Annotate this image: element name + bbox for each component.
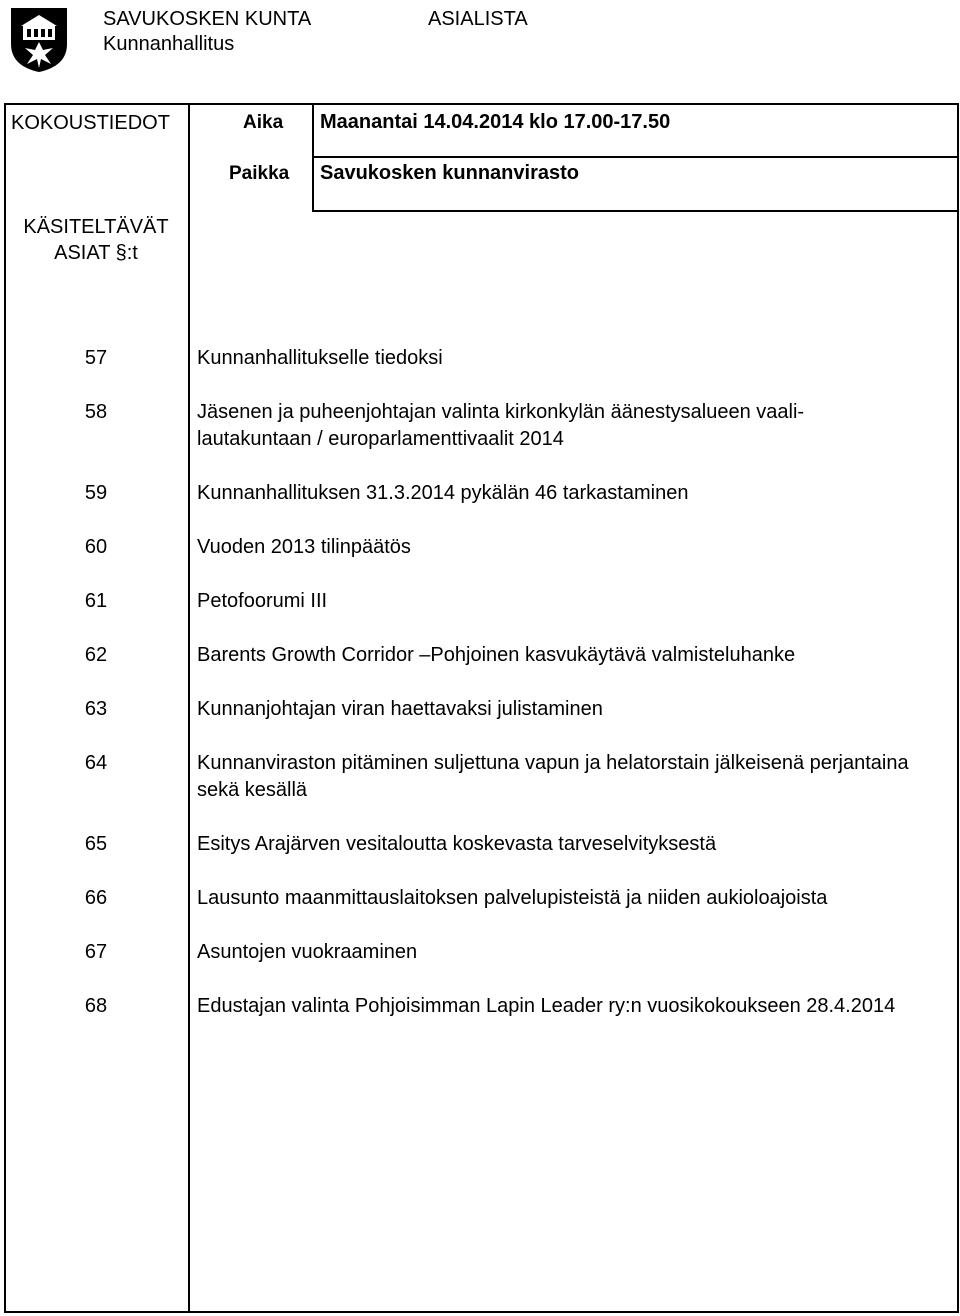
time-label: Aika: [243, 112, 284, 133]
item-number: 62: [84, 644, 108, 666]
item-title: Barents Growth Corridor –Pohjoinen kasvukäytävä valmisteluhanke: [197, 644, 796, 666]
item-title: Edustajan valinta Pohjoisimman Lapin Leader ry:n vuosikokoukseen 28.4.2014: [197, 995, 896, 1017]
item-number: 59: [84, 482, 108, 504]
item-title: Asuntojen vuokraaminen: [197, 941, 418, 963]
table-bottom-border: [4, 1311, 959, 1313]
item-number: 57: [84, 347, 108, 369]
table-top-border: [4, 103, 959, 105]
item-title: Esitys Arajärven vesitaloutta koskevasta tarveselvityksestä: [197, 833, 717, 855]
agenda-heading: [6, 214, 186, 266]
item-number: 67: [84, 941, 108, 963]
table-left-border: [4, 103, 6, 1313]
info-label-divider: [312, 103, 314, 212]
item-number: 64: [84, 752, 108, 774]
meeting-info-heading: KOKOUSTIEDOT: [11, 112, 170, 134]
info-row-divider: [312, 156, 959, 158]
item-title: Kunnanjohtajan viran haettavaksi julistaminen: [197, 698, 603, 720]
info-bottom-border: [312, 210, 959, 212]
item-title: Kunnanviraston pitäminen suljettuna vapun ja helatorstain jälkeisenä perjantaina sekä kesällä: [197, 752, 909, 801]
item-number: 68: [84, 995, 108, 1017]
agenda-heading-line1: KÄSITELTÄVÄT: [23, 216, 169, 238]
agenda-heading-line2: ASIAT §:t: [54, 242, 138, 264]
item-title: Lausunto maanmittauslaitoksen palvelupisteistä ja niiden aukioloajoista: [197, 887, 828, 909]
coat-of-arms-icon: [9, 6, 69, 74]
item-title: Petofoorumi III: [197, 590, 328, 612]
item-title: Kunnanhallitukselle tiedoksi: [197, 347, 443, 369]
place-label: Paikka: [229, 163, 290, 184]
item-title: Kunnanhallituksen 31.3.2014 pykälän 46 tarkastaminen: [197, 482, 689, 504]
item-number: 65: [84, 833, 108, 855]
board-name: Kunnanhallitus: [103, 33, 235, 55]
item-number: 61: [84, 590, 108, 612]
item-title: Jäsenen ja puheenjohtajan valinta kirkonkylän äänestysalueen vaali-lautakuntaan / europarlamenttivaalit 2014: [197, 401, 805, 450]
column-divider: [188, 103, 190, 1313]
org-name: SAVUKOSKEN KUNTA: [103, 8, 312, 30]
item-number: 66: [84, 887, 108, 909]
item-title: Vuoden 2013 tilinpäätös: [197, 536, 411, 558]
item-number: 63: [84, 698, 108, 720]
place-value: Savukosken kunnanvirasto: [320, 162, 579, 184]
item-number: 58: [84, 401, 108, 423]
item-number: 60: [84, 536, 108, 558]
time-value: Maanantai 14.04.2014 klo 17.00-17.50: [320, 111, 671, 133]
table-right-border: [957, 103, 959, 1313]
document-type: ASIALISTA: [428, 8, 528, 30]
